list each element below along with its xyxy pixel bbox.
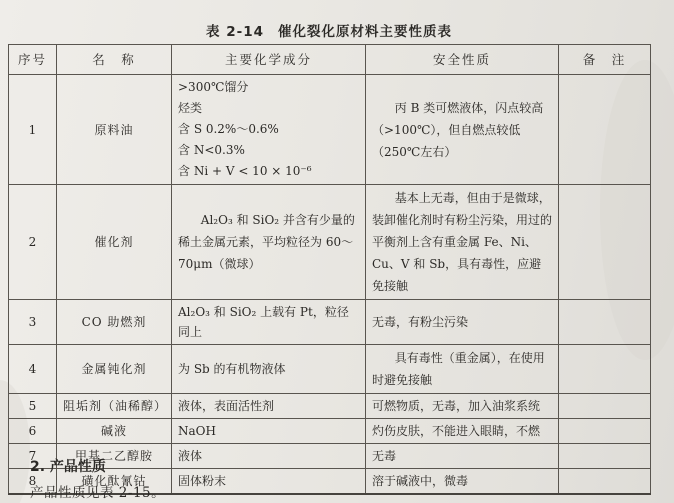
safety-cell: 具有毒性（重金属），在使用时避免接触: [366, 345, 559, 394]
col-header-no: 序号: [9, 45, 57, 75]
table-number: 表 2-14: [206, 24, 264, 40]
note-cell: [559, 394, 651, 419]
header-row: [9, 45, 651, 75]
col-header-chem: 主要化学成分: [172, 45, 366, 75]
chem-cell: 为 Sb 的有机物液体: [172, 345, 366, 394]
row-no: 1: [9, 75, 57, 185]
col-header-note: 备 注: [559, 45, 651, 75]
safety-cell: 可燃物质，无毒，加入油浆系统: [366, 394, 559, 419]
safety-cell: 无毒，有粉尘污染: [366, 300, 559, 345]
chem-cell: 固体粉末: [172, 469, 366, 495]
chem-line: 含 S 0.2%～0.6%: [178, 122, 279, 136]
name-cell: CO 助燃剂: [57, 300, 172, 345]
note-cell: [559, 444, 651, 469]
row-no: 6: [9, 419, 57, 444]
note-cell: [559, 419, 651, 444]
name-cell: 催化剂: [57, 185, 172, 300]
chem-line: 含 Ni + V < 10 × 10⁻⁶: [178, 164, 312, 178]
safety-cell: 基本上无毒，但由于是微球，装卸催化剂时有粉尘污染，用过的平衡剂上含有重金属 Fe、Ni、Cu、V 和 Sb，具有毒性，应避免接触: [366, 185, 559, 300]
section-footer: [30, 456, 165, 501]
safety-cell: 无毒: [366, 444, 559, 469]
table-title-text: 催化裂化原材料主要性质表: [277, 24, 452, 40]
section-body-text: 产品性质见表 2-15。: [30, 485, 166, 501]
chem-cell: [172, 75, 366, 185]
chem-cell: NaOH: [172, 419, 366, 444]
table-row: [9, 300, 651, 345]
note-cell: [559, 469, 651, 495]
safety-cell: 灼伤皮肤，不能进入眼睛，不燃: [366, 419, 559, 444]
chem-cell: 液体，表面活性剂: [172, 394, 366, 419]
chem-line: >300℃馏分: [178, 80, 249, 94]
row-no: 5: [9, 394, 57, 419]
row-no: 4: [9, 345, 57, 394]
table-row: [9, 75, 651, 185]
table-row: [9, 394, 651, 419]
note-cell: [559, 75, 651, 185]
name-cell: 碱液: [57, 419, 172, 444]
safety-cell: 丙 B 类可燃液体，闪点较高（>100℃），但自燃点较低（250℃左右）: [366, 75, 559, 185]
chem-cell: Al₂O₃ 和 SiO₂ 上载有 Pt，粒径同上: [172, 300, 366, 345]
section-heading: 2. 产品性质: [30, 459, 106, 475]
row-no: 2: [9, 185, 57, 300]
row-no: 8: [9, 469, 57, 495]
col-header-name: 名 称: [57, 45, 172, 75]
name-cell: 金属钝化剂: [57, 345, 172, 394]
chem-line: 含 N<0.3%: [178, 143, 245, 157]
note-cell: [559, 300, 651, 345]
note-cell: [559, 185, 651, 300]
note-cell: [559, 345, 651, 394]
table-row: [9, 185, 651, 300]
name-cell: 原料油: [57, 75, 172, 185]
row-no: 7: [9, 444, 57, 469]
safety-cell: 溶于碱液中，微毒: [366, 469, 559, 495]
chem-cell: Al₂O₃ 和 SiO₂ 并含有少量的稀土金属元素，平均粒径为 60～70μm（微球）: [172, 185, 366, 300]
name-cell: 甲基二乙醇胺: [57, 444, 172, 469]
table-row: [9, 419, 651, 444]
name-cell: 阻垢剂（油稀醇）: [57, 394, 172, 419]
col-header-safety: 安全性质: [366, 45, 559, 75]
chem-cell: 液体: [172, 444, 366, 469]
row-no: 3: [9, 300, 57, 345]
chem-line: 烃类: [178, 101, 203, 115]
properties-table: [8, 44, 651, 495]
table-title: [8, 20, 650, 40]
name-cell: 磺化酞氰钴: [57, 469, 172, 495]
table-row: [9, 345, 651, 394]
